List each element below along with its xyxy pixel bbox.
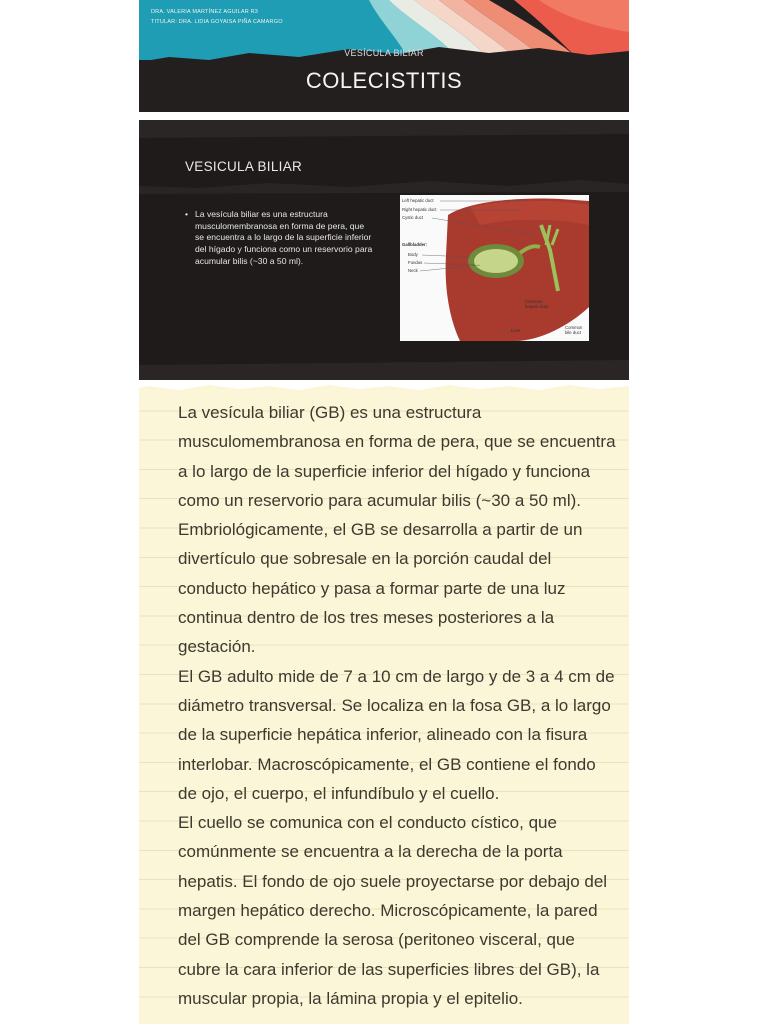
bullet-icon: • bbox=[185, 209, 189, 219]
label-right-hepatic-duct: Right hepatic duct bbox=[402, 207, 437, 212]
label-fundus: Fundus bbox=[408, 260, 423, 265]
label-common-hepatic-duct-line2: hepatic duct bbox=[525, 304, 549, 309]
label-common-bile-duct-line1: Common bbox=[565, 325, 583, 330]
label-neck: Neck bbox=[408, 268, 418, 273]
notes-body bbox=[178, 398, 618, 1013]
label-left-hepatic-duct: Left hepatic duct bbox=[402, 198, 434, 203]
slide-subtitle: VESÍCULA BILIAR bbox=[344, 48, 424, 58]
notes-paragraph: El cuello se comunica con el conducto cístico, que comúnmente se encuentra a la derecha de la porta hepatis. El fondo de ojo suele proyectarse por debajo del margen hepático derecho. Microscópicamente, la pared del GB comprende la serosa (peritoneo visceral, que cubre la cara inferior de las superficies libres del GB), la muscular propia, la lámina propia y el epitelio. bbox=[178, 813, 608, 1008]
notes-paragraph: La vesícula biliar (GB) es una estructura musculomembranosa en forma de pera, que se encuentra a lo largo de la superficie inferior del hígado y funciona como un reservorio para acumular bilis (~30 a 50 ml). bbox=[178, 403, 616, 510]
label-liver: Liver bbox=[511, 328, 521, 333]
torn-paper-edge bbox=[139, 382, 629, 394]
notes-paragraph: El GB adulto mide de 7 a 10 cm de largo y de 3 a 4 cm de diámetro transversal. Se localiza en la fosa GB, a lo largo de la superficie hepática inferior, alineado con la fisura interlobar. Macroscópicamente, el GB contiene el fondo de ojo, el cuerpo, el infundíbulo y el cuello. bbox=[178, 666, 615, 803]
title-slide bbox=[139, 0, 629, 112]
liver-gallbladder-illustration bbox=[400, 195, 589, 341]
label-common-bile-duct-line2: bile duct bbox=[565, 330, 582, 335]
notepad-section bbox=[139, 382, 629, 1024]
supervisor-credit: TITULAR: DRA. LIDIA GOYAISA PIÑA CAMARGO bbox=[151, 19, 283, 25]
author-credit: DRA. VALERIA MARTÍNEZ AGUILAR R3 bbox=[151, 9, 259, 15]
slide-title: COLECISTITIS bbox=[305, 68, 463, 93]
notes-paragraph: Embriológicamente, el GB se desarrolla a partir de un divertículo que sobresale en la porción caudal del conducto hepático y pasa a formar parte de una luz continua dentro de los tres meses posteriores a la gestación. bbox=[178, 520, 583, 657]
slide-heading: VESICULA BILIAR bbox=[185, 159, 303, 174]
gallbladder-anatomy-figure bbox=[400, 195, 589, 341]
label-body: Body bbox=[408, 252, 418, 257]
label-cystic-duct: Cystic duct bbox=[402, 215, 424, 220]
content-slide bbox=[139, 120, 629, 380]
bullet-point bbox=[185, 209, 375, 268]
document-page bbox=[139, 0, 629, 1024]
bullet-text: La vesícula biliar es una estructura musculomembranosa en forma de pera, que se encuentra a lo largo de la superficie inferior del hígado y funciona como un reservorio para acumular bilis (~30 a 50 ml). bbox=[195, 209, 373, 266]
label-gallbladder: Gallbladder: bbox=[402, 242, 428, 247]
label-common-hepatic-duct-line1: Common bbox=[525, 299, 543, 304]
